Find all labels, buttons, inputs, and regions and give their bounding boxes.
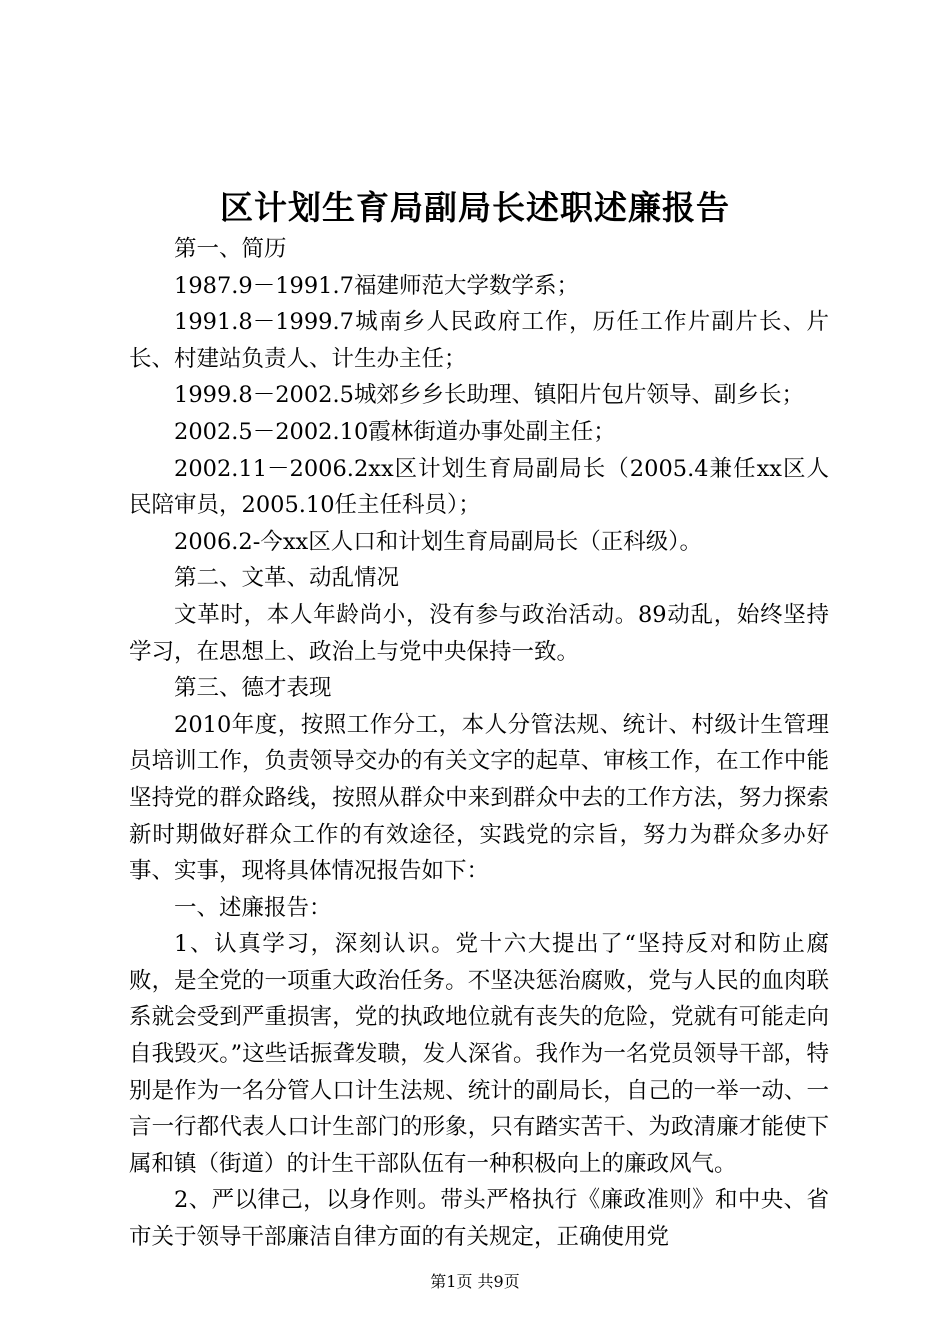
paragraph-section-3-body: 2010年度，按照工作分工，本人分管法规、统计、村级计生管理员培训工作，负责领导交办的有关文字的起草、审核工作，在工作中能坚持党的群众路线，按照从群众中来到群众中去的工作方法，努力探索新时期做好群众工作的有效途径，实践党的宗旨，努力为群众多办好事、实事，现将具体情况报告如下： [129,711,829,885]
paragraph-resume-4: 2002.5－2002.10霞林街道办事处副主任； [174,418,616,445]
page-footer: 第1页 共9页 [430,1272,520,1291]
paragraph-section-3-heading: 第三、德才表现 [174,675,332,702]
paragraph-section-2-body: 文革时，本人年龄尚小，没有参与政治活动。89动乱，始终坚持学习，在思想上、政治上与党中央保持一致。 [129,601,829,665]
paragraph-integrity-1: 1、认真学习，深刻认识。党十六大提出了“坚持反对和防止腐败，是全党的一项重大政治任务。不坚决惩治腐败，党与人民的血肉联系就会受到严重损害，党的执政地位就有丧失的危险，党就有可能走向自我毁灭。”这些话振聋发聩，发人深省。我作为一名党员领导干部，特别是作为一名分管人口计生法规、统计的副局长，自己的一举一动、一言一行都代表人口计生部门的形象，只有踏实苦干、为政清廉才能使下属和镇（街道）的计生干部队伍有一种积极向上的廉政风气。 [129,931,829,1177]
paragraph-resume-1: 1987.9－1991.7福建师范大学数学系； [174,272,579,299]
paragraph-resume-2: 1991.8－1999.7城南乡人民政府工作，历任工作片副片长、片长、村建站负责人、计生办主任； [129,309,829,372]
paragraph-integrity-2: 2、严以律己，以身作则。带头严格执行《廉政准则》和中央、省市关于领导干部廉洁自律方面的有关规定，正确使用党 [129,1187,829,1251]
paragraph-resume-3: 1999.8－2002.5城郊乡乡长助理、镇阳片包片领导、副乡长； [174,382,804,409]
paragraph-section-2-heading: 第二、文革、动乱情况 [174,565,400,592]
document-title: 区计划生育局副局长述职述廉报告 [220,188,730,227]
paragraph-integrity-heading: 一、述廉报告： [174,894,332,921]
document-body [129,231,829,1256]
paragraph-section-1-heading: 第一、简历 [174,236,287,262]
paragraph-resume-5: 2002.11－2006.2xx区计划生育局副局长（2005.4兼任xx区人民陪审员，2005.10任主任科员）； [129,455,829,519]
paragraph-resume-6: 2006.2-今xx区人口和计划生育局副局长（正科级）。 [174,528,702,555]
